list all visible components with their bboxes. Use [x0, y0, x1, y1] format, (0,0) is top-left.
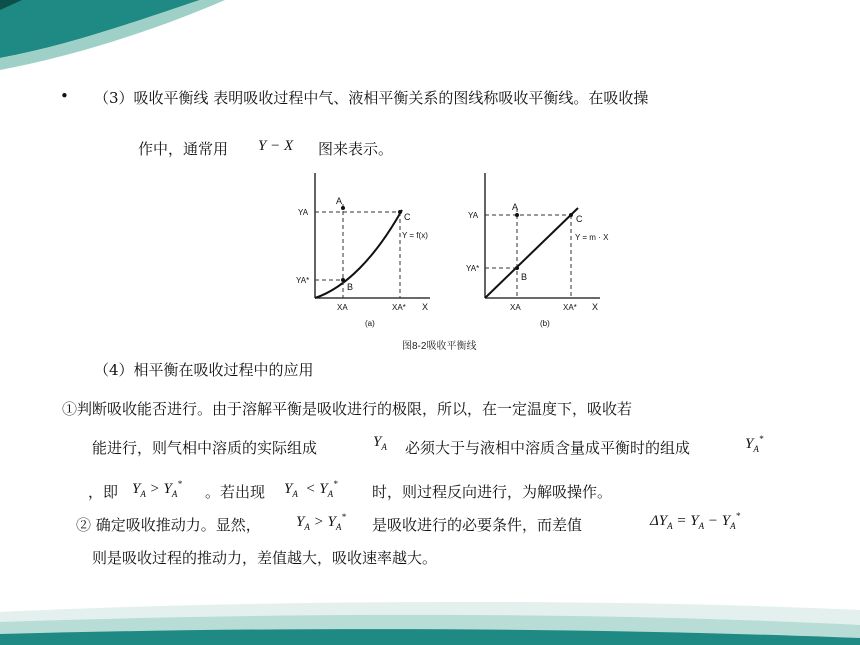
- item1-line2-mid: 必须大于与液相中溶质含量成平衡时的组成: [405, 439, 691, 457]
- label-c: C: [576, 214, 583, 224]
- tick-ya-star: YA*: [466, 264, 480, 273]
- tick-xa-star: XA*: [392, 303, 406, 312]
- math-ya-star: $Y_A^*$: [745, 434, 764, 454]
- figure-a: [280, 168, 440, 333]
- point-c: [569, 213, 573, 217]
- item2-line1-pre: ② 确定吸收推动力。显然，: [76, 516, 261, 534]
- math-ya-gt-ya-star-2: $Y_A > Y_A^*$: [296, 512, 346, 532]
- math-ya-gt-ya-star: $Y_A > Y_A^*$: [132, 479, 182, 499]
- item1-line3-mid: 。若出现: [205, 483, 266, 501]
- para3-line1: （3）吸收平衡线 表明吸收过程中气、液相平衡关系的图线称吸收平衡线。在吸收操: [94, 89, 649, 107]
- math-ya: $Y_A$: [373, 434, 387, 452]
- tick-xa: XA: [510, 303, 521, 312]
- label-a: A: [336, 196, 343, 206]
- point-b: [515, 266, 519, 270]
- tick-x: X: [422, 302, 429, 312]
- panel-label-b: (b): [540, 319, 550, 328]
- item1-line3-pre: ，即: [88, 483, 119, 501]
- para3-formula: Y − X: [258, 138, 294, 154]
- curve-label: Y = f(x): [402, 231, 428, 240]
- curve: [315, 210, 402, 298]
- item2-line1-mid: 是吸收进行的必要条件，而差值: [372, 516, 583, 534]
- para4-heading: （4）相平衡在吸收过程中的应用: [94, 361, 314, 379]
- label-a: A: [512, 202, 519, 212]
- tick-ya: YA: [298, 208, 309, 217]
- tick-xa: XA: [337, 303, 348, 312]
- item2-line2: 则是吸收过程的推动力，差值越大，吸收速率越大。: [92, 549, 438, 567]
- label-c: C: [404, 212, 411, 222]
- top-left-swoosh: [0, 0, 200, 58]
- tick-ya-star: YA*: [296, 276, 310, 285]
- point-a: [341, 206, 345, 210]
- point-a: [515, 213, 519, 217]
- point-b: [341, 278, 345, 282]
- label-b: B: [521, 272, 528, 282]
- curve-label: Y = m · X: [575, 233, 609, 242]
- point-c: [398, 210, 402, 214]
- bullet: •: [60, 87, 69, 105]
- para3-line2-pre: 作中，通常用: [138, 140, 229, 158]
- tick-ya: YA: [468, 211, 479, 220]
- label-b: B: [347, 282, 354, 292]
- item1-line2-pre: 能进行，则气相中溶质的实际组成: [92, 439, 318, 457]
- item1-line1: ①判断吸收能否进行。由于溶解平衡是吸收进行的极限，所以，在一定温度下，吸收若: [62, 400, 633, 418]
- math-delta-ya: $\Delta Y_A = Y_A - Y_A^*$: [650, 511, 741, 531]
- tick-x: X: [592, 302, 599, 312]
- figure-b: [450, 168, 610, 333]
- math-ya-lt-ya-star: $Y_A < Y_A^*$: [284, 479, 338, 499]
- line: [485, 208, 578, 298]
- figure-caption: 图8-2吸收平衡线: [402, 341, 477, 352]
- para3-line2-post: 图来表示。: [318, 140, 394, 158]
- tick-xa-star: XA*: [563, 303, 577, 312]
- item1-line3-post: 时，则过程反向进行，为解吸操作。: [372, 483, 613, 501]
- panel-label-a: (a): [365, 319, 375, 328]
